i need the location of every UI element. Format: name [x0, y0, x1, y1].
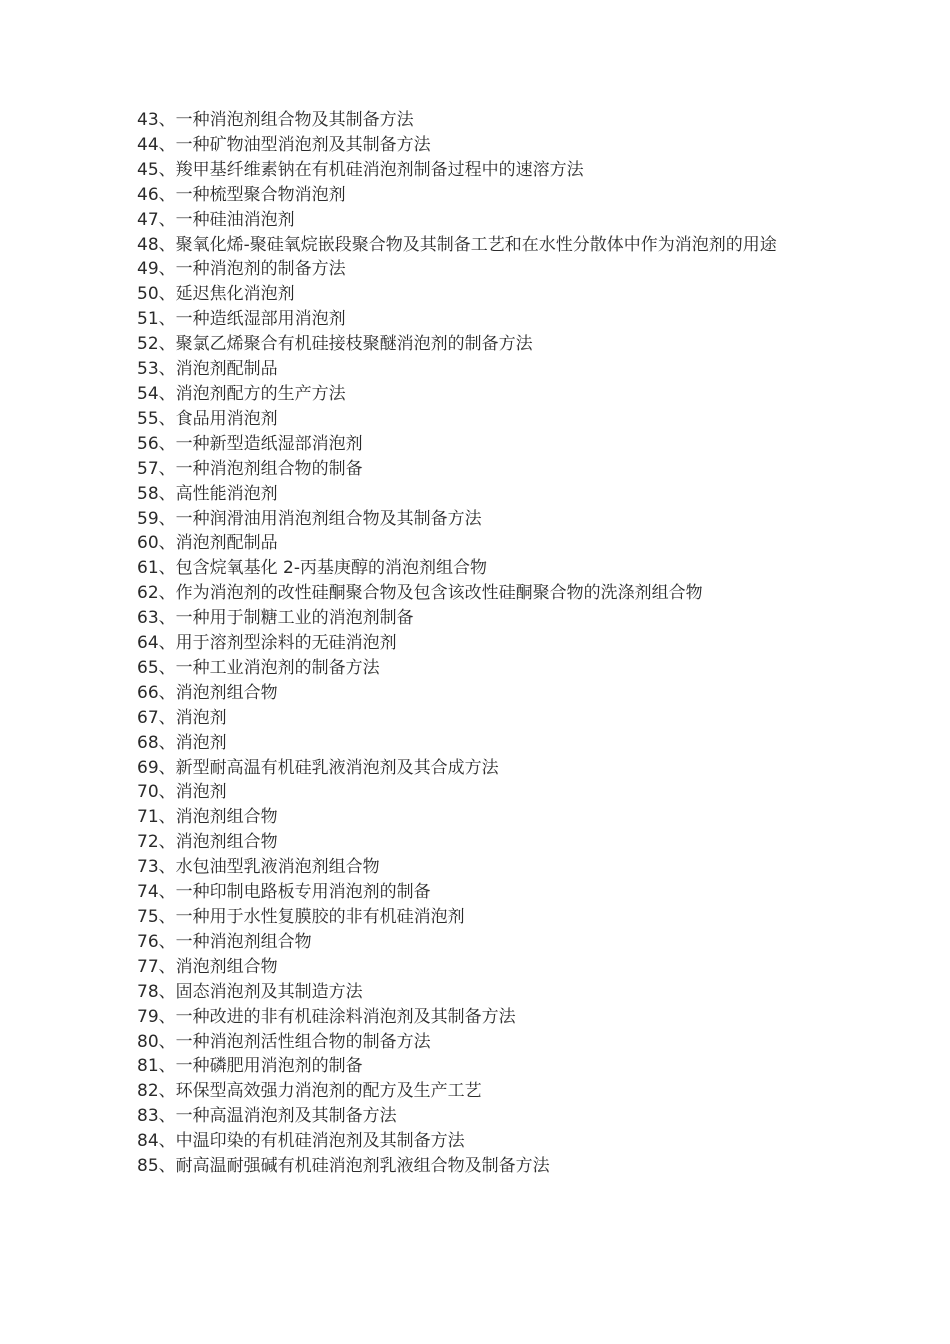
list-item: 73、水包油型乳液消泡剂组合物: [137, 857, 380, 878]
list-item: 46、一种梳型聚合物消泡剂: [137, 184, 346, 205]
list-item: 82、环保型高效强力消泡剂的配方及生产工艺: [137, 1081, 482, 1102]
list-item: 65、一种工业消泡剂的制备方法: [137, 657, 380, 678]
document-page: [137, 108, 807, 1179]
list-item: 72、消泡剂组合物: [137, 832, 278, 853]
list-item: 53、消泡剂配制品: [137, 359, 278, 380]
list-item: 54、消泡剂配方的生产方法: [137, 383, 346, 404]
list-item: 71、消泡剂组合物: [137, 807, 278, 828]
list-item: 70、消泡剂: [137, 782, 227, 803]
list-item: 79、一种改进的非有机硅涂料消泡剂及其制备方法: [137, 1006, 516, 1027]
list-item: 50、延迟焦化消泡剂: [137, 284, 295, 305]
list-item: 59、一种润滑油用消泡剂组合物及其制备方法: [137, 508, 482, 529]
list-item: 76、一种消泡剂组合物: [137, 931, 312, 952]
list-item: 63、一种用于制糖工业的消泡剂制备: [137, 608, 414, 629]
list-item: 56、一种新型造纸湿部消泡剂: [137, 433, 363, 454]
list-item: 57、一种消泡剂组合物的制备: [137, 458, 363, 479]
list-item: 60、消泡剂配制品: [137, 533, 278, 554]
list-item: 49、一种消泡剂的制备方法: [137, 259, 346, 280]
list-item: 64、用于溶剂型涂料的无硅消泡剂: [137, 633, 397, 654]
list-item: 58、高性能消泡剂: [137, 483, 278, 504]
list-item: 67、消泡剂: [137, 707, 227, 728]
list-item: 45、羧甲基纤维素钠在有机硅消泡剂制备过程中的速溶方法: [137, 159, 584, 180]
list-item: 47、一种硅油消泡剂: [137, 209, 295, 230]
list-item: 81、一种磷肥用消泡剂的制备: [137, 1056, 363, 1077]
list-item: 55、食品用消泡剂: [137, 408, 278, 429]
list-item: 83、一种高温消泡剂及其制备方法: [137, 1106, 397, 1127]
list-item: 51、一种造纸湿部用消泡剂: [137, 309, 346, 330]
list-item: 68、消泡剂: [137, 732, 227, 753]
title-list: [137, 108, 807, 1179]
list-item: 75、一种用于水性复膜胶的非有机硅消泡剂: [137, 907, 465, 927]
list-item: 77、消泡剂组合物: [137, 956, 278, 977]
list-item: 66、消泡剂组合物: [137, 682, 278, 703]
list-item: 69、新型耐高温有机硅乳液消泡剂及其合成方法: [137, 757, 499, 778]
list-item: 84、中温印染的有机硅消泡剂及其制备方法: [137, 1131, 465, 1152]
list-item: 48、聚氧化烯-聚硅氧烷嵌段聚合物及其制备工艺和在水性分散体中作为消泡剂的用途: [137, 234, 777, 255]
list-item: 52、聚氯乙烯聚合有机硅接枝聚醚消泡剂的制备方法: [137, 334, 533, 355]
list-item: 43、一种消泡剂组合物及其制备方法: [137, 110, 414, 130]
list-item: 44、一种矿物油型消泡剂及其制备方法: [137, 134, 431, 155]
list-item: 85、耐高温耐强碱有机硅消泡剂乳液组合物及制备方法: [137, 1156, 550, 1177]
list-item: 62、作为消泡剂的改性硅酮聚合物及包含该改性硅酮聚合物的洗涤剂组合物: [137, 583, 703, 604]
list-item: 61、包含烷氧基化 2-丙基庚醇的消泡剂组合物: [137, 558, 487, 579]
list-item: 74、一种印制电路板专用消泡剂的制备: [137, 882, 431, 903]
list-item: 80、一种消泡剂活性组合物的制备方法: [137, 1031, 431, 1052]
list-item: 78、固态消泡剂及其制造方法: [137, 981, 363, 1002]
